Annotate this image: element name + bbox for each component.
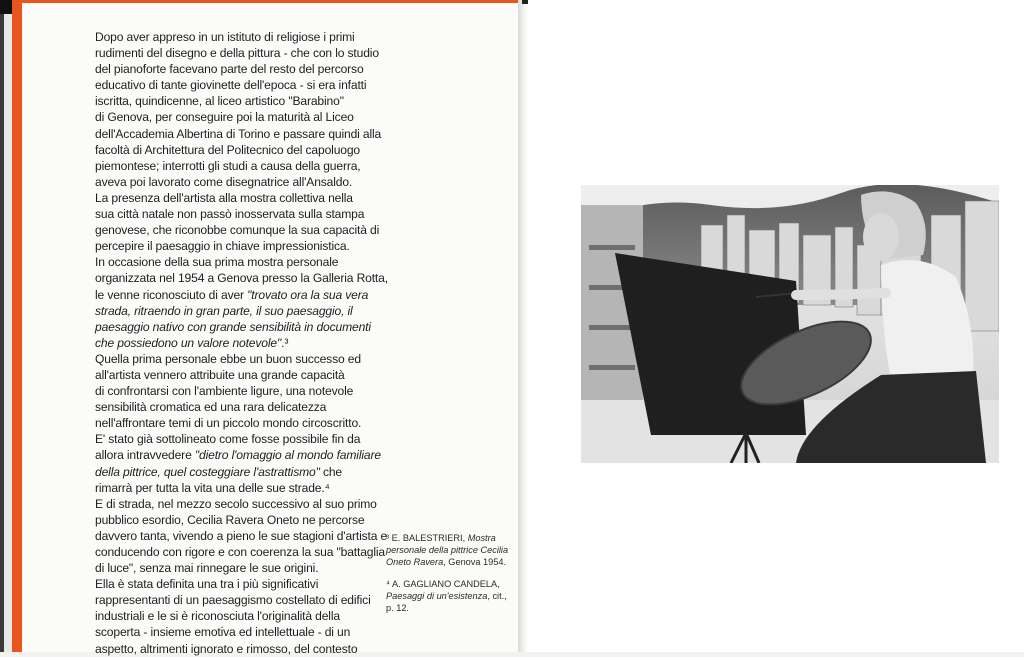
text-line: [95, 576, 387, 592]
text-run: piemontese; interrotti gli studi a causa della guerra,: [95, 158, 361, 173]
text-line: [95, 45, 387, 61]
italic-quote: "dietro l'omaggio al mondo familiare: [194, 448, 381, 463]
italic-quote: che possiedono un valore notevole": [95, 335, 282, 350]
text-line: [95, 109, 387, 125]
text-line: [95, 319, 387, 335]
text-line: [95, 544, 387, 560]
text-line: [95, 158, 387, 174]
text-line: [95, 641, 387, 657]
text-line: [95, 528, 387, 544]
text-run: E di strada, nel mezzo secolo successivo al suo primo: [95, 496, 377, 511]
text-line: [95, 254, 387, 270]
text-line: [95, 512, 387, 528]
italic-quote: strada, ritraendo in gran parte, il suo paesaggio, il: [95, 303, 353, 318]
text-run: Quella prima personale ebbe un buon successo ed: [95, 351, 361, 366]
text-line: [95, 431, 387, 447]
text-run: In occasione della sua prima mostra personale: [95, 255, 339, 270]
text-line: [95, 142, 387, 158]
text-line: [95, 238, 387, 254]
text-line: [95, 77, 387, 93]
text-run: facoltà di Architettura del Politecnico del capoluogo: [95, 142, 361, 157]
painter-arm: [796, 293, 886, 295]
italic-quote: Mostra: [467, 533, 496, 543]
text-line: [95, 270, 387, 286]
text-line: [95, 464, 387, 480]
page-corner-mark: [0, 0, 12, 14]
text-line: [95, 367, 387, 383]
text-run: ³ E. BALESTRIERI,: [386, 533, 468, 543]
text-run: , cit.,: [487, 591, 507, 601]
text-run: conducendo con rigore e con coerenza la sua "battaglia: [95, 545, 386, 559]
text-run: organizzata nel 1954 a Genova presso la Galleria Rotta,: [95, 271, 388, 286]
text-run: p. 12.: [386, 603, 409, 613]
text-run: nell'affrontare temi di un piccolo mondo circoscritto.: [95, 416, 362, 431]
text-line: [95, 303, 387, 319]
text-run: ⁴ A. GAGLIANO CANDELA,: [386, 579, 500, 589]
text-line: [386, 602, 521, 614]
text-run: pubblico esordio, Cecilia Ravera Oneto ne percorse: [95, 512, 365, 527]
text-line: [95, 496, 387, 512]
footnote: [386, 578, 521, 614]
text-run: percepire il paesaggio in chiave impressionistica.: [95, 239, 350, 254]
text-run: Dopo aver appreso in un istituto di religiose i primi: [95, 30, 355, 44]
text-run: rimarrà per tutta la vita una delle sue strade.⁴: [95, 480, 330, 495]
book-gutter: [518, 0, 528, 652]
text-line: [95, 608, 387, 624]
text-run: , Genova 1954.: [443, 557, 507, 567]
painter-face: [863, 213, 899, 261]
text-line: [95, 287, 387, 303]
text-line: [386, 590, 521, 602]
text-run: le venne riconosciuto di aver: [95, 287, 248, 302]
text-line: [95, 624, 387, 640]
text-run: davvero tanta, vivendo a pieno le sue stagioni d'artista e: [95, 528, 388, 543]
text-run: all'artista vennero attribuite una grande capacità: [95, 367, 345, 382]
italic-quote: personale della pittrice Cecilia: [386, 545, 509, 555]
text-line: [95, 383, 387, 399]
text-run: aveva poi lavorato come disegnatrice all'Ansaldo.: [95, 174, 353, 189]
text-run: .³: [281, 335, 289, 350]
text-run: allora intravvedere: [95, 448, 195, 463]
text-run: sua città natale non passò inosservata sulla stampa: [95, 207, 365, 222]
text-line: [95, 93, 387, 109]
text-run: dell'Accademia Albertina di Torino e passare quindi alla: [95, 126, 382, 141]
text-run: educativo di tante giovinette dell'epoca - si era infatti: [95, 78, 367, 93]
text-line: [386, 532, 521, 544]
text-run: di luce", senza mai rinnegare le sue origini.: [95, 561, 319, 576]
footnote: [386, 532, 521, 568]
text-line: [95, 206, 387, 222]
text-run: che: [319, 464, 343, 479]
text-run: sensibilità cromatica ed una rara delicatezza: [95, 400, 327, 415]
text-run: Ella è stata definita una tra i più significativi: [95, 577, 319, 592]
text-line: [95, 415, 387, 431]
italic-quote: Oneto Ravera: [386, 557, 444, 567]
italic-quote: "trovato ora la sua vera: [247, 287, 369, 302]
text-run: La presenza dell'artista alla mostra collettiva nella: [95, 190, 353, 205]
text-run: scoperta - insieme emotiva ed intellettuale - di un: [95, 625, 351, 640]
text-line: [386, 578, 521, 590]
text-line: [95, 399, 387, 415]
text-line: [95, 29, 387, 45]
text-run: genovese, che riconobbe comunque la sua capacità di: [95, 223, 380, 238]
footnote-gap: [386, 568, 521, 578]
text-run: di confrontarsi con l'ambiente ligure, una notevole: [95, 384, 354, 399]
text-run: rappresentanti di un paesaggismo costellato di edifici: [95, 593, 371, 608]
text-run: industriali e le si è riconosciuta l'originalità della: [95, 609, 340, 624]
text-run: aspetto, altrimenti ignorato e rimosso, del contesto: [95, 641, 358, 656]
text-line: [95, 222, 387, 238]
text-line: [95, 335, 387, 351]
text-run: rudimenti del disegno e della pittura - che con lo studio: [95, 46, 379, 61]
photo-illustration: [581, 185, 999, 463]
painter-at-easel-photo: [581, 185, 999, 463]
text-line: [95, 560, 387, 576]
text-run: iscritta, quindicenne, al liceo artistico "Barabino": [95, 94, 344, 109]
italic-quote: Paesaggi di un'esistenza: [386, 591, 488, 601]
text-line: [386, 544, 521, 556]
text-line: [95, 447, 387, 463]
footnotes: [386, 532, 521, 614]
orange-top-rule: [22, 0, 522, 3]
text-line: [95, 174, 387, 190]
text-line: [95, 190, 387, 206]
text-line: [386, 556, 521, 568]
text-run: E' stato già sottolineato come fosse possibile fin da: [95, 432, 361, 447]
body-paragraph: [95, 29, 387, 657]
orange-margin-band: [12, 0, 22, 652]
italic-quote: della pittrice, quel costeggiare l'astrattismo": [95, 464, 320, 479]
text-run: del pianoforte facevano parte del resto del percorso: [95, 62, 364, 77]
text-line: [95, 480, 387, 496]
text-line: [95, 61, 387, 77]
text-run: di Genova, per conseguire poi la maturità al Liceo: [95, 110, 354, 125]
text-line: [95, 592, 387, 608]
italic-quote: paesaggio nativo con grande sensibilità in documenti: [95, 319, 371, 334]
text-line: [95, 351, 387, 367]
text-line: [95, 126, 387, 142]
